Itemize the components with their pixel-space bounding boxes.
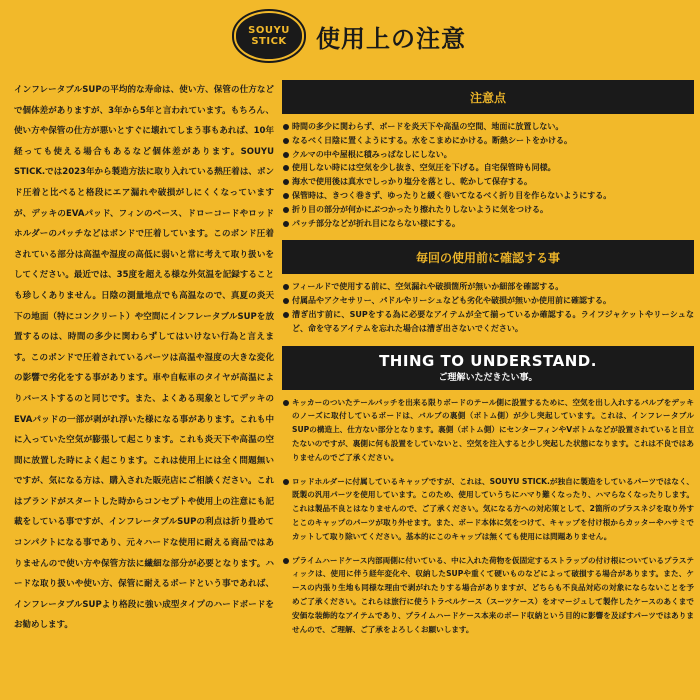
caution-item: パッチ部分などが折れ目にならない様にする。 xyxy=(282,217,694,231)
understand-paragraph: キッカーのついたテールパッチを出来る限りボードのテール側に設置するために、空気を出し入れするバルブをデッキのノーズに取付しているボードは、バルブの裏側（ボトム側）が少し突起しています。これは、インフレータブルSUPの構造上、仕方ない部分となります。裏側（ボトム側）にセンターフィンやVボトムなどが設置されていると目立たないのですが、裏側に何も設置をしていないと、空気を注入すると少し突起した状態になります。これは不良ではありませんのでご了承ください。 xyxy=(282,396,694,465)
caution-heading: 注意点 xyxy=(469,90,506,105)
before-use-item: 漕ぎ出す前に、SUPをする為に必要なアイテムが全て揃っているか確認する。ライフジャケットやリーシュなど、命を守るアイテムを忘れた場合は漕ぎ出さないでください。 xyxy=(282,308,694,336)
understand-paragraphs xyxy=(282,396,694,637)
before-use-heading-bar xyxy=(282,240,694,274)
caution-item: 保管時は、きつく巻きず、ゆったりと緩く巻いてなるべく折り目を作らないようにする。 xyxy=(282,189,694,203)
caution-item: クルマの中や屋根に積みっぱなしにしない。 xyxy=(282,148,694,162)
caution-item: 折り目の部分が何かにぶつかったり擦れたりしないように気をつける。 xyxy=(282,203,694,217)
understand-subheading: ご理解いただきたい事。 xyxy=(438,373,538,384)
page-header xyxy=(0,0,700,72)
logo-line1: SOUYU xyxy=(248,25,290,36)
before-use-item: フィールドで使用する前に、空気漏れや破損箇所が無いか細部を確認する。 xyxy=(282,280,694,294)
right-column xyxy=(282,80,694,646)
before-use-heading: 毎回の使用前に確認する事 xyxy=(415,250,560,265)
caution-item: 海水で使用後は真水でしっかり塩分を落とし、乾かして保存する。 xyxy=(282,175,694,189)
understand-paragraph: プライムハードケース内部両側に付いている、中に入れた荷物を仮固定するストラップの付け根についているプラスティックは、使用に伴う経年変化や、収納したSUPや重くて硬いものなどによって破損する場合があります。また、ケースの内張り生地も同様な理由で剥がれたりする場合がありますが、どちらも不良品対応の対象にならないことを予めご了承ください。これらは旅行に使うトラベルケース（スーツケース）をオマージュして製作したケースのあくまで安価な装飾的なアイテムであり、プライムハードケース本来のボード収納という目的に影響を及ぼすパーツではありませんので、ご理解、ご了承をよろしくお願いします。 xyxy=(282,554,694,637)
intro-text: インフレータブルSUPの平均的な寿命は、使い方、保管の仕方などで個体差がありますが、3年から5年と言われています。もちろん、使い方や保管の仕方が悪いとすぐに壊れてしまう事もあれば、10年経っても使える場合もあるなど個体差があります。SOUYU STICK.では2023年から製造方法に取り入れている熱圧着は、ボンド圧着と比べると格段にエア漏れや破損がしにくくなっていますが、デッキのEVAパッド、フィンのベース、ドローコードやロッドホルダーのパッチなどはボンドで圧着しています。このボンド圧着されている部分は高温や湿度の高低に弱いと常に考えて取り扱いをしてください。最近では、35度を超える様な外気温を記録することも珍しくありません。日陰の測量地点でも高温なので、真夏の炎天下の地面（特にコンクリート）や空間にインフレータブルSUPを放置するのは、時間の多少に関わらずしてはいけない行為と言えます。このボンドで圧着されているパーツは高温や湿度の大きな変化の影響で劣化をする事があります。車や自転車のタイヤが高温によりバーストするのと同じです。また、よくある現象としてデッキのEVAパッドの一部が剥がれ浮いた様になる事があります。これも中に入っていた空気が膨張して起こります。これも炎天下や高温の空間に放置した時によく起こります。これは使用上には全く問題無いですが、気になる方は、購入された販売店にご相談ください。これはブランドがスタートした時からコンセプトや使用上の注意にも記載をしている事ですが、インフレータブルSUPの利点は折り畳めてコンパクトになる事であり、元々ハードな使用に耐える商品ではありませんので使い方や保管方法に繊細な部分が必要となります。ハードな取り扱いや使い方、保管に耐えるボードという事であれば、インフレータブルSUPより格段に強い成型タイプのハードボードをお勧めします。 xyxy=(14,85,274,631)
understand-heading: THING TO UNDERSTAND. xyxy=(379,352,597,371)
logo-line2: STICK xyxy=(251,36,287,47)
page-title: 使用上の注意 xyxy=(316,24,466,53)
caution-heading-bar xyxy=(282,80,694,114)
understand-heading-bar xyxy=(282,346,694,390)
caution-item: 使用しない時には空気を少し抜き、空気圧を下げる。自宅保管時も同様。 xyxy=(282,161,694,175)
caution-list xyxy=(282,120,694,230)
before-use-list xyxy=(282,280,694,335)
souyu-stick-logo xyxy=(234,11,304,61)
caution-item: 時間の多少に関わらず、ボードを炎天下や高温の空間、地面に放置しない。 xyxy=(282,120,694,134)
before-use-item: 付属品やアクセサリー、パドルやリーシュなども劣化や破損が無いか使用前に確認する。 xyxy=(282,294,694,308)
understand-paragraph: ロッドホルダーに付属しているキャップですが、これは、SOUYU STICK.が独自に製造をしているパーツではなく、既製の汎用パーツを使用しています。このため、使用していうちにハマり難くなったり、ハマらなくなったりします。これは製品不良とはなりませんので、ご了承ください。気になる方への対応策として、2箇所のプラスネジを取り外すとこのキャップのパーツが取り外せます。また、ボード本体に気をつけて、キャップを付け根からカッターやハサミでカットして取り除いてください。基本的にこのキャップは無くても使用には問題ありません。 xyxy=(282,475,694,544)
caution-item: なるべく日陰に置くようにする。水をこまめにかける。断熱シートをかける。 xyxy=(282,134,694,148)
